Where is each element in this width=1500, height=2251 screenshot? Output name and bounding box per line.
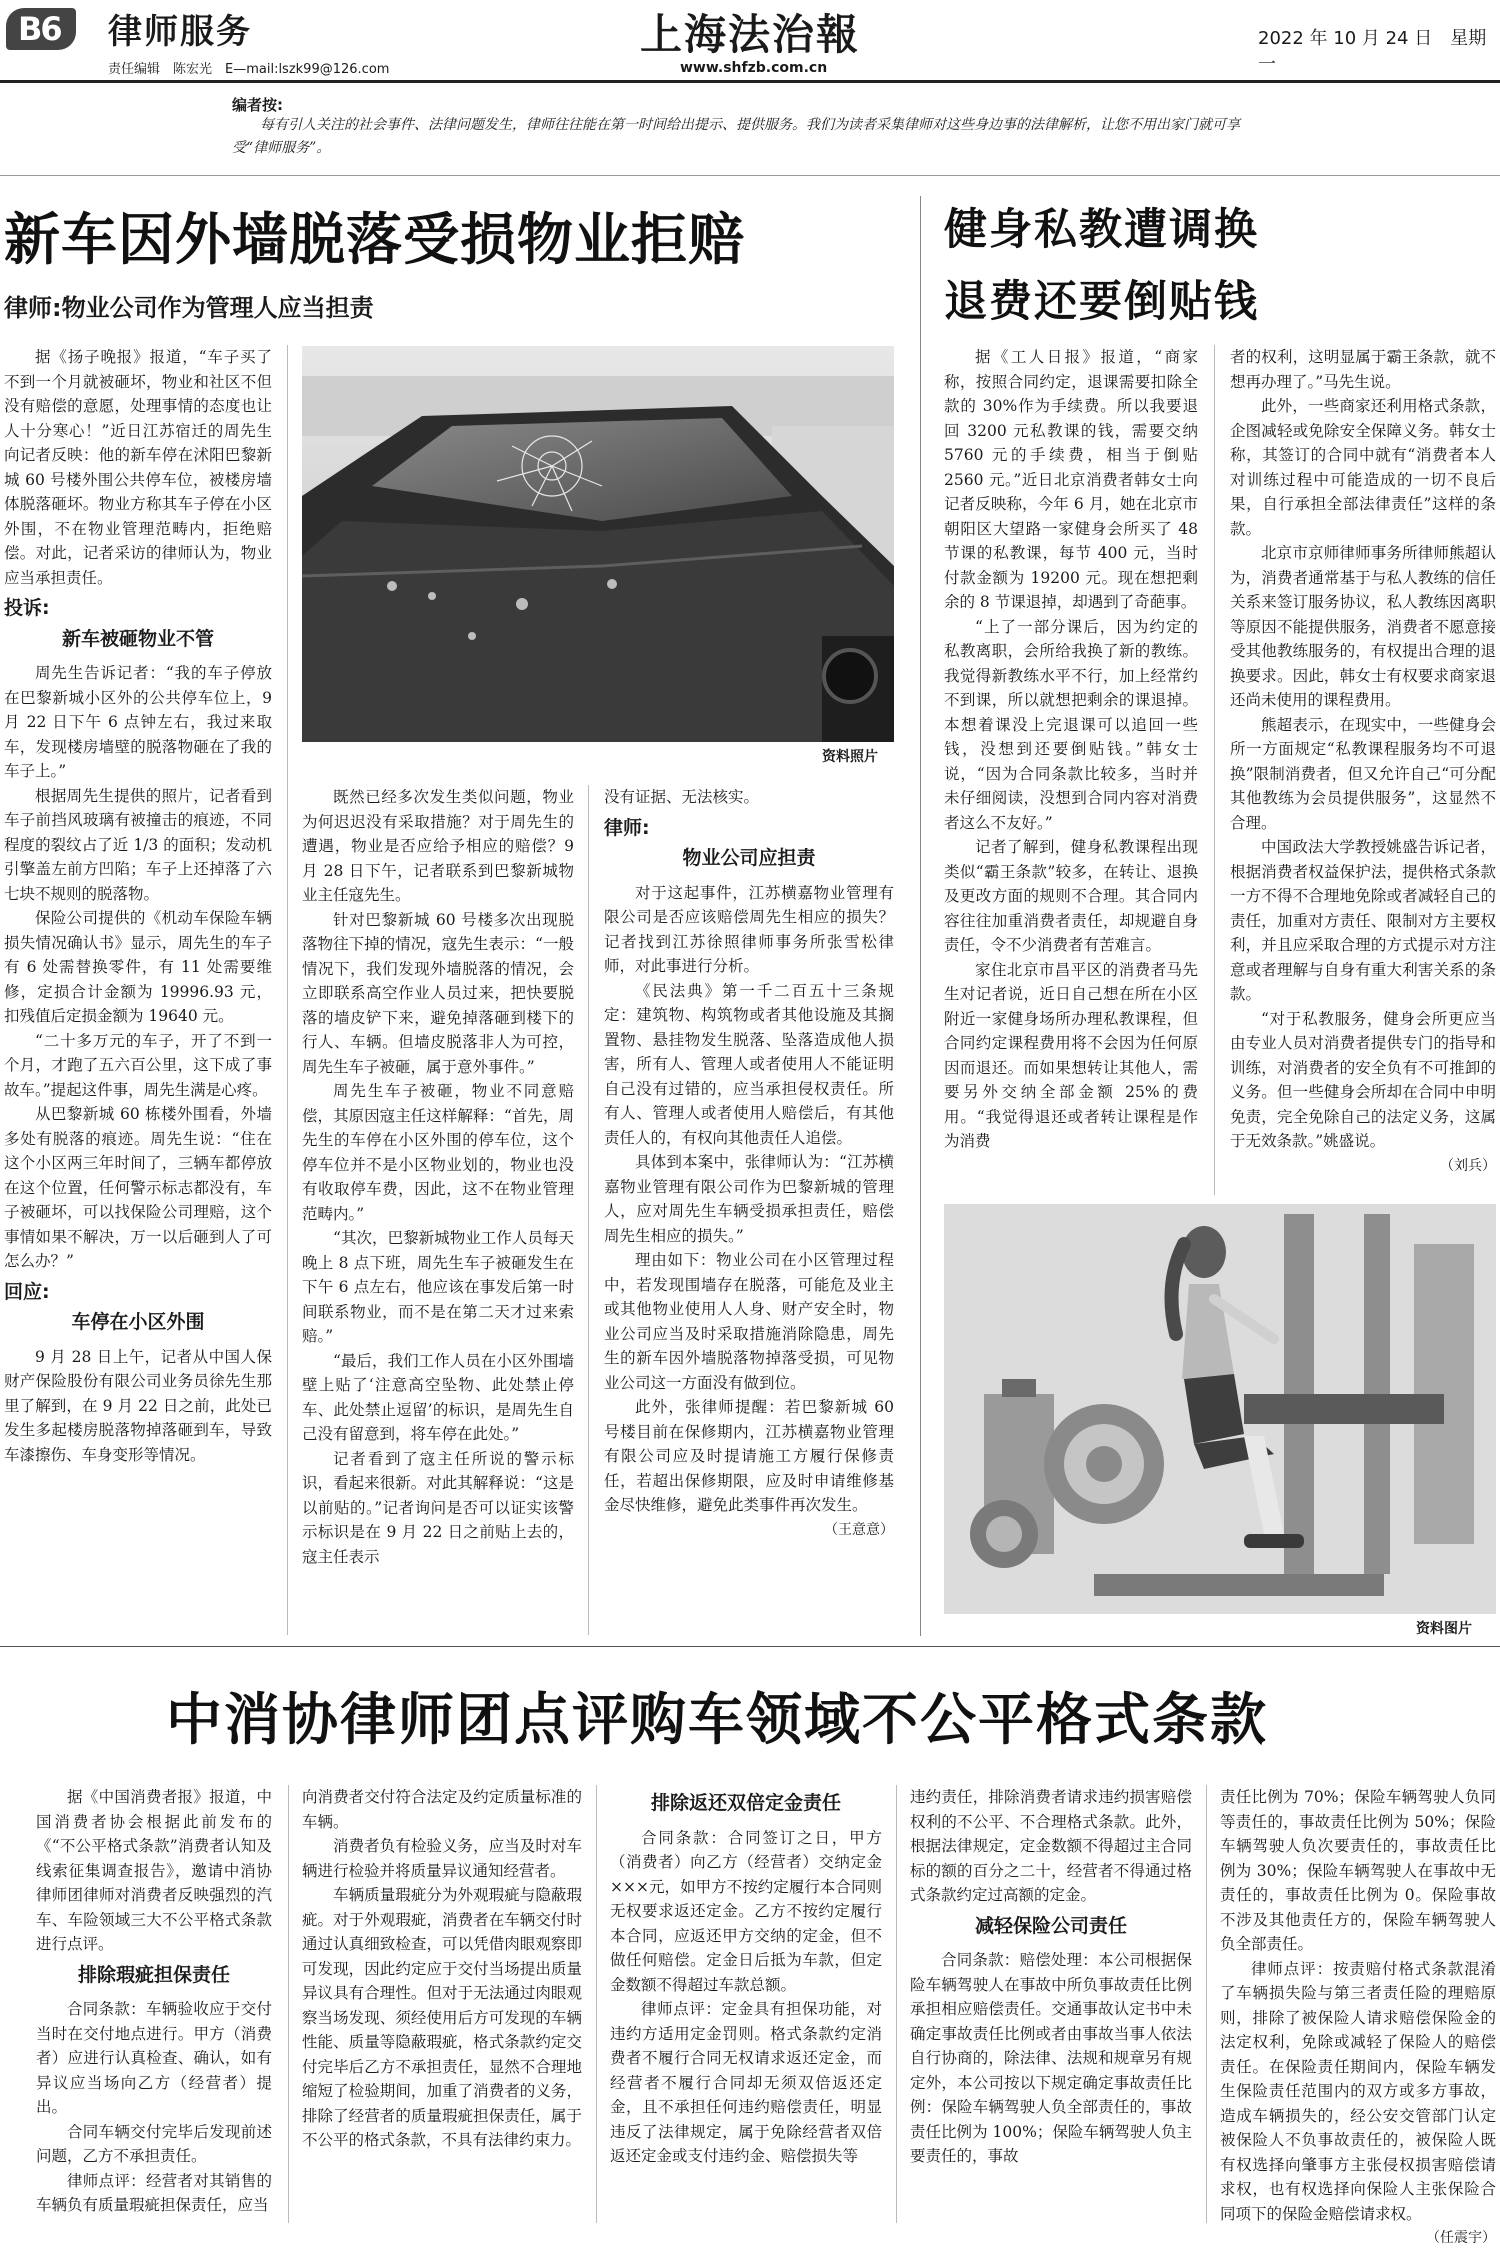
paragraph: 针对巴黎新城 60 号楼多次出现脱落物往下掉的情况，寇先生表示：“一般情况下，我们发现外墙脱落的情况，会立即联系高空作业人员过来，把快要脱落的墙皮铲下来，避免掉落砸到楼下的行人、车辆。但墙皮脱落非人为可控，周先生车子被砸，属于意外事件。” [302, 910, 574, 1076]
paragraph: 消费者负有检验义务，应当及时对车辆进行检验并将质量异议通知经营者。 [302, 1837, 582, 1880]
newspaper-masthead: 上海法治報 [640, 10, 861, 59]
damaged-car-image [302, 346, 894, 742]
paragraph: 具体到本案中，张律师认为：“江苏横嘉物业管理有限公司作为巴黎新城的管理人，应对周先生车辆受损承担责任，赔偿周先生相应的损失。” [604, 1153, 894, 1245]
paragraph: 合同车辆交付完毕后发现前述问题，乙方不承担责任。 [36, 2122, 272, 2165]
paragraph: 9 月 28 日上午，记者从中国人保财产保险股份有限公司业务员徐先生那里了解到，在 9 月 22 日之前，此处已发生多起楼房脱落物掉落砸到车，导致车漆擦伤、车身变形等情况。 [4, 1347, 272, 1464]
article3-column-4 [910, 1785, 1192, 2223]
subsection-title: 排除瑕疵担保责任 [77, 1963, 230, 1986]
paragraph: 者的权利，这明显属于霸王条款，就不想再办理了。”马先生说。 [1230, 348, 1496, 391]
subsection-title: 减轻保险公司责任 [974, 1914, 1127, 1937]
subsection-title: 新车被砸物业不管 [61, 627, 214, 650]
paragraph: 对于这起事件，江苏横嘉物业管理有限公司是否应该赔偿周先生相应的损失？记者找到江苏徐照律师事务所张雪松律师，对此事进行分析。 [604, 883, 894, 975]
subsection-title: 车停在小区外围 [71, 1311, 205, 1333]
paragraph: 家住北京市昌平区的消费者马先生对记者说，近日自己想在所在小区附近一家健身场所办理私教课程，但合同约定课程费用将不会因为任何原因而退还。而如果想转让其他人，需要另外交纳全部金额 25%的费用。“我觉得退还或者转让课程是作为消费 [944, 960, 1198, 1150]
subsection-label: 投诉: [4, 597, 50, 619]
paragraph: 熊超表示，在现实中，一些健身会所一方面规定“私教课程服务均不可退换”限制消费者，但又允许自己“可分配其他教练为会员提供服务”，这显然不合理。 [1230, 715, 1496, 832]
paragraph: 据《工人日报》报道，“商家称，按照合同约定，退课需要扣除全款的 30%作为手续费。所以我要退回 3200 元私教课的钱，需要交纳 5760 元的手续费，相当于倒贴 2560 元。”近日北京消费者韩女士向记者反映称，今年 6 月，她在北京市朝阳区大望路一家健身会所买了 48 节课的私教课，每节 400 元，当时付款金额为 19200 元。现在想把剩余的 8 节课退掉，却遇到了奇葩事。 [944, 348, 1198, 611]
article2-column-2 [1230, 345, 1496, 1195]
paragraph: 北京市京师律师事务所律师熊超认为，消费者通常基于与私人教练的信任关系来签订服务协议，私人教练因离职等原因不能提供服务，消费者不愿意接受其他教练服务的，有权提出合理的退换要求。因此，韩女士有权要求商家退还尚未使用的课程费用。 [1230, 544, 1496, 709]
paragraph: 律师点评：定金具有担保功能，对违约方适用定金罚则。格式条款约定消费者不履行合同无权请求返还定金，而经营者不履行合同却无须双倍返还定金，且不承担任何违约赔偿责任，明显违反了法律规定，属于免除经营者双倍返还定金或支付违约金、赔偿损失等 [610, 2000, 882, 2165]
byline: （王意意） [824, 1521, 894, 1538]
paragraph: 没有证据、无法核实。 [604, 788, 760, 806]
paragraph: “上了一部分课后，因为约定的私教离职，会所给我换了新的教练。我觉得新教练水平不行，加上经常约不到课，所以就想把剩余的课退掉。本想着课没上完退课可以追回一些钱，没想到还要倒贴钱。”韩女士说，“因为合同条款比较多，当时并未仔细阅读，没想到合同内容对消费者这么不友好。” [944, 617, 1198, 832]
section-rule [0, 1646, 1500, 1647]
byline: （刘兵） [1440, 1157, 1496, 1174]
paragraph: 记者了解到，健身私教课程出现类似“霸王条款”较多，在转让、退换及更改方面的规则不合理。其合同内容往往加重消费者责任，却规避自身责任，令不少消费者有苦难言。 [944, 838, 1198, 954]
column-divider [1206, 1785, 1207, 2223]
section-title: 律师服务 [108, 12, 252, 52]
paragraph: 据《扬子晚报》报道，“车子买了不到一个月就被砸坏，物业和社区不但没有赔偿的意愿，处理事情的态度也让人十分寒心！”近日江苏宿迁的周先生向记者反映：他的新车停在沭阳巴黎新城 60 号楼外围公共停车位，被楼房墙体脱落砸坏。物业方称其车子停在小区外围，不在物业管理范畴内，拒绝赔偿。对此，记者采访的律师认为，物业应当承担责任。 [4, 348, 272, 587]
article1-subhead: 律师:物业公司作为管理人应当担责 [4, 294, 374, 322]
article1-photo-caption: 资料照片 [822, 749, 878, 765]
paragraph: 根据周先生提供的照片，记者看到车子前挡风玻璃有被撞击的痕迹，不同程度的裂纹占了近 1/3 的面积；发动机引擎盖左前方凹陷；车子上还掉落了六七块不规则的脱落物。 [4, 786, 272, 903]
paragraph: 记者看到了寇主任所说的警示标识，看起来很新。对此其解释说：“这是以前贴的。”记者询问是否可以证实该警示标识是在 9 月 22 日之前贴上去的，寇主任表示 [302, 1449, 574, 1566]
article3-column-3 [610, 1785, 882, 2223]
column-divider [288, 1785, 289, 2223]
article3-column-5 [1220, 1785, 1496, 2246]
subsection-label: 回应: [4, 1280, 50, 1303]
fitness-illustration [944, 1204, 1496, 1614]
paragraph: 据《中国消费者报》报道，中国消费者协会根据此前发布的《“不公平格式条款”消费者认知及线索征集调查报告》，邀请中消协律师团律师对消费者反映强烈的汽车、车险领域三大不公平格式条款进行点评。 [36, 1788, 272, 1953]
paragraph: 违约责任，排除消费者请求违约损害赔偿权利的不公平、不合理格式条款。此外，根据法律规定，定金数额不得超过主合同标的额的百分之二十，经营者不得通过格式条款约定过高额的定金。 [910, 1788, 1192, 1904]
paragraph: 车辆质量瑕疵分为外观瑕疵与隐蔽瑕疵。对于外观瑕疵，消费者在车辆交付时通过认真细致检查，可以凭借肉眼观察即可发现，因此约定应于交付当场提出质量异议具有合理性。但对于无法通过肉眼观察当场发现、须经使用后方可发现的车辆性能、质量等隐蔽瑕疵，格式条款约定交付完毕后乙方不承担责任，显然不合理地缩短了检验期间，加重了消费者的义务，排除了经营者的质量瑕疵担保责任，属于不公平的格式条款，不具有法律约束力。 [302, 1886, 582, 2149]
editor-note-rule [0, 175, 1500, 176]
column-divider [896, 1785, 897, 2223]
article1-headline: 新车因外墙脱落受损物业拒赔 [4, 208, 745, 273]
editor-note-text: 每有引人关注的社会事件、法律问题发生，律师往往能在第一时间给出提示、提供服务。我们为读者采集律师对这些身边事的法律解析，让您不用出家门就可享受“律师服务”。 [232, 117, 1240, 156]
column-divider [1214, 345, 1215, 1195]
paragraph: 合同条款：合同签订之日，甲方（消费者）向乙方（经营者）交纳定金×××元，如甲方不按约定履行本合同则无权要求返还定金。乙方不按约定履行本合同，应返还甲方交纳的定金，但不做任何赔偿。定金日后抵为车款，但定金数额不得超过车款总额。 [610, 1828, 882, 1994]
paragraph: 此外，张律师提醒：若巴黎新城 60 号楼目前在保修期内，江苏横嘉物业管理有限公司应及时提请施工方履行保修责任，若超出保修期限，应及时申请维修基金尽快维修，避免此类事件再次发生。 [604, 1398, 894, 1514]
paragraph: 理由如下：物业公司在小区管理过程中，若发现围墙存在脱落，可能危及业主或其他物业使用人人身、财产安全时，物业公司应当及时采取措施消除隐患，周先生的新车因外墙脱落物掉落受损，可见物业公司这一方面没有做到位。 [604, 1251, 894, 1392]
page-number-badge: B6 [6, 8, 76, 50]
website-url: www.shfzb.com.cn [680, 60, 828, 76]
issue-date: 2022 年 10 月 24 日 星期一 [1258, 28, 1487, 75]
paragraph: 从巴黎新城 60 栋楼外围看，外墙多处有脱落的痕迹。周先生说：“住在这个小区两三年时间了，三辆车都停放在这个位置，任何警示标志都没有，车子被砸坏，可以找保险公司理赔，这个事情如果不解决，万一以后砸到人了可怎么办？” [4, 1105, 272, 1270]
column-divider [596, 1785, 597, 2223]
editor-info: 责任编辑 陈宏光 E—mail:lszk99@126.com [108, 62, 390, 77]
subsection-title: 排除返还双倍定金责任 [650, 1792, 841, 1814]
article2-photo-caption: 资料图片 [1416, 1621, 1472, 1637]
paragraph: 此外，一些商家还利用格式条款，企图减轻或免除安全保障义务。韩女士称，其签订的合同中就有“消费者本人对训练过程中可能造成的一切不良后果，自行承担全部法律责任”这样的条款。 [1230, 397, 1496, 538]
article3-headline: 中消协律师团点评购车领域不公平格式条款 [166, 1688, 1268, 1753]
subsection-title: 物业公司应担责 [682, 847, 816, 869]
byline: （任震宇） [1426, 2230, 1496, 2246]
article3-column-2 [302, 1785, 582, 2223]
woman-exercising-image [944, 1204, 1496, 1614]
paragraph: 《民法典》第一千二百五十三条规定：建筑物、构筑物或者其他设施及其搁置物、悬挂物发生脱落、坠落造成他人损害，所有人、管理人或者使用人不能证明自己没有过错的，应当承担侵权责任。所有人、管理人或者使用人赔偿后，有其他责任人的，有权向其他责任人追偿。 [604, 981, 894, 1147]
paragraph: 责任比例为 70%；保险车辆驾驶人负同等责任的，事故责任比例为 50%；保险车辆驾驶人负次要责任的，事故责任比例为 30%；保险车辆驾驶人在事故中无责任的，事故责任比例为 0。保险事故不涉及其他责任方的，保险车辆驾驶人负全部责任。 [1220, 1788, 1496, 1953]
paragraph: 律师点评：经营者对其销售的车辆负有质量瑕疵担保责任，应当 [36, 2171, 272, 2214]
paragraph: 合同条款：赔偿处理：本公司根据保险车辆驾驶人在事故中所负事故责任比例承担相应赔偿责任。交通事故认定书中未确定事故责任比例或者由事故当事人依法自行协商的，除法律、法规和规章另有规定外，本公司按以下规定确定事故责任比例：保险车辆驾驶人负全部责任的，事故责任比例为 100%；保险车辆驾驶人负主要责任的，事故 [910, 1951, 1192, 2165]
paragraph: “其次，巴黎新城物业工作人员每天晚上 8 点下班，周先生车子被砸发生在下午 6 点左右，他应该在事发后第一时间联系物业，而不是在第二天才过来索赔。” [302, 1229, 574, 1345]
paragraph: “二十多万元的车子，开了不到一个月，才跑了五六百公里，这下成了事故车。”提起这件事，周先生满是心疼。 [4, 1031, 272, 1099]
article2-column-1 [944, 345, 1198, 1195]
header-rule [0, 80, 1500, 83]
column-divider [588, 785, 589, 1635]
article1-column-2 [302, 785, 574, 1635]
article-divider [920, 196, 921, 1636]
paragraph: 周先生车子被砸，物业不同意赔偿，其原因寇主任这样解释：“首先，周先生的车停在小区外围的停车位，这个停车位并不是小区物业划的，物业也没有收取停车费，因此，这不在物业管理范畴内。” [302, 1082, 574, 1223]
paragraph: “最后，我们工作人员在小区外围墙壁上贴了‘注意高空坠物、此处禁止停车、此处禁止逗留’的标识，是周先生自己没有留意到，将车停在此处。” [302, 1351, 574, 1443]
paragraph: 向消费者交付符合法定及约定质量标准的车辆。 [302, 1788, 582, 1831]
paragraph: 律师点评：按责赔付格式条款混淆了车辆损失险与第三者责任险的理赔原则，排除了被保险人请求赔偿保险金的法定权利，免除或减轻了保险人的赔偿责任。在保险责任期间内，保险车辆发生保险责任范围内的双方或多方事故，造成车辆损失的，经公安交管部门认定被保险人不负事故责任的，被保险人既有权选择向肇事方主张侵权损害赔偿请求权，也有权选择向保险人主张保险合同项下的保险金赔偿请求权。 [1220, 1959, 1496, 2223]
paragraph: 既然已经多次发生类似问题，物业为何迟迟没有采取措施？对于周先生的遭遇，物业是否应给予相应的赔偿？9 月 28 日下午，记者联系到巴黎新城物业主任寇先生。 [302, 788, 574, 904]
column-divider [287, 345, 288, 1635]
article3-column-1 [36, 1785, 272, 2223]
car-damage-photo [302, 346, 894, 742]
article1-column-3 [604, 785, 894, 1635]
editor-note-label: 编者按: [232, 96, 283, 114]
paragraph: “对于私教服务，健身会所更应当由专业人员对消费者提供专门的指导和训练，对消费者的安全负有不可推卸的义务。但一些健身会所却在合同中申明免责，完全免除自己的法定义务，这属于无效条款。”姚盛说。 [1230, 1009, 1496, 1150]
paragraph: 中国政法大学教授姚盛告诉记者，根据消费者权益保护法，提供格式条款一方不得不合理地免除或者减轻自己的责任，加重对方责任、限制对方主要权利，并且应采取合理的方式提示对方注意或者理解与自身有重大利害关系的条款。 [1230, 838, 1496, 1003]
subsection-label: 律师: [604, 816, 650, 839]
paragraph: 保险公司提供的《机动车保险车辆损失情况确认书》显示，周先生的车子有 6 处需替换零件，有 11 处需要维修，定损合计金额为 19996.93 元，扣残值后定损金额为 19640 元。 [4, 909, 272, 1025]
article2-headline-line2: 退费还要倒贴钱 [944, 277, 1259, 327]
article2-headline-line1: 健身私教遭调换 [944, 205, 1259, 255]
paragraph: 合同条款：车辆验收应于交付当时在交付地点进行。甲方（消费者）应进行认真检查、确认，如有异议应当场向乙方（经营者）提出。 [36, 2000, 272, 2116]
article1-column-1 [4, 345, 272, 1635]
paragraph: 周先生告诉记者：“我的车子停放在巴黎新城小区外的公共停车位上，9 月 22 日下午 6 点钟左右，我过来取车，发现楼房墙壁的脱落物砸在了我的车子上。” [4, 664, 272, 780]
